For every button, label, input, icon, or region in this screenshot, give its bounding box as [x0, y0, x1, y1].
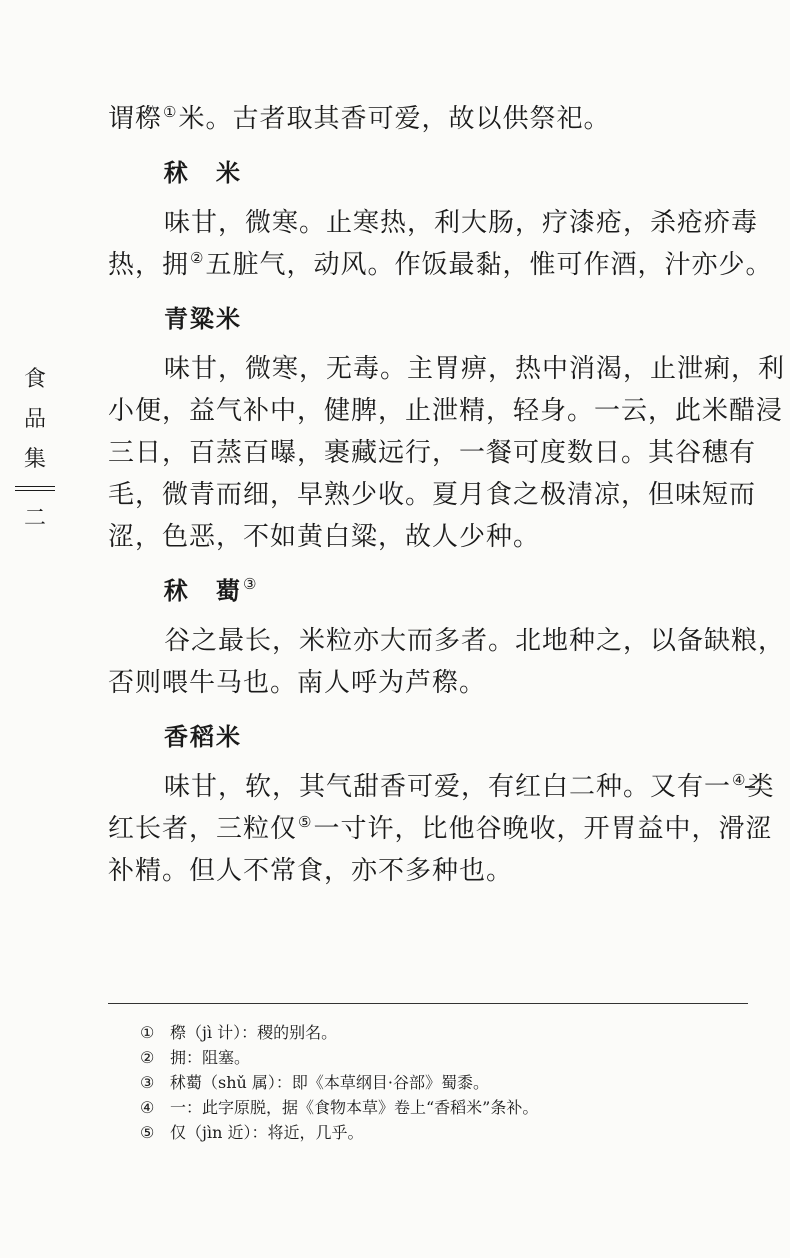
entry-paragraph — [108, 348, 786, 558]
footnote-ref[interactable]: ④ — [732, 771, 747, 789]
footnote-mark: ③ — [140, 1073, 155, 1092]
running-head-char: 食 — [23, 367, 46, 392]
footnote-ref[interactable]: ① — [163, 103, 178, 121]
running-head-char: 品 — [23, 407, 46, 432]
footnote-text: 穄（jì 计）：稷的别名。 — [170, 1023, 338, 1042]
text-line: 毛，微青而细，早熟少收。夏月食之极清凉，但味短而 — [108, 480, 757, 510]
footnote-item — [140, 1120, 760, 1145]
footnote-text: 秫薥（shǔ 属）：即《本草纲目·谷部》蜀黍。 — [170, 1073, 489, 1092]
text-line: 涩，色恶，不如黄白粱，故人少种。 — [108, 522, 541, 552]
text-line: 味甘，软，其气甜香可爱，有红白二种。又有一④类 — [164, 771, 775, 802]
text-line: 否则喂牛马也。南人呼为芦穄。 — [108, 668, 487, 698]
text-line: 味甘，微寒，无毒。主胃痹，热中消渴，止泄痢，利 — [164, 354, 786, 384]
footnote-item — [140, 1070, 760, 1095]
intro-paragraph — [108, 98, 758, 140]
footnote-mark: ⑤ — [140, 1123, 155, 1142]
entry-heading: 香稻米 — [164, 723, 242, 751]
running-head — [10, 360, 60, 539]
entry-paragraph — [108, 620, 786, 704]
footnote-ref[interactable]: ② — [190, 249, 205, 267]
body-text — [108, 98, 786, 892]
entry-paragraph — [108, 766, 775, 892]
footnote-ref[interactable]: ③ — [243, 575, 259, 593]
footnote-mark: ② — [140, 1048, 155, 1067]
text-line: 谓穄①米。古者取其香可爱，故以供祭祀。 — [108, 103, 611, 134]
running-head-double-rule — [15, 486, 55, 491]
footnote-item — [140, 1045, 760, 1070]
footnote-item — [140, 1095, 760, 1120]
text-line: 三日，百蒸百曝，裹藏远行，一餐可度数日。其谷穗有 — [108, 438, 757, 468]
text-line: 红长者，三粒仅⑤一寸许，比他谷晚收，开胃益中，滑涩 — [108, 813, 773, 844]
footnote-text: 拥：阻塞。 — [170, 1048, 251, 1067]
footnote-list — [140, 1020, 760, 1145]
entry-paragraph — [108, 202, 773, 286]
running-head-part-number: 二 — [23, 506, 46, 531]
entry-heading: 秫 米 — [164, 159, 242, 187]
entry-heading: 秫 薥③ — [164, 575, 259, 605]
footnote-text: 仅（jìn 近）：将近，几乎。 — [170, 1123, 364, 1142]
footnote-divider — [108, 1003, 748, 1004]
footnote-text: 一：此字原脱，据《食物本草》卷上“香稻米”条补。 — [170, 1098, 539, 1117]
footnote-mark: ① — [140, 1023, 155, 1042]
text-line: 补精。但人不常食，亦不多种也。 — [108, 856, 514, 886]
text-line: 谷之最长，米粒亦大而多者。北地种之，以备缺粮， — [164, 626, 786, 656]
text-line: 小便，益气补中，健脾，止泄精，轻身。一云，此米醋浸 — [108, 396, 784, 426]
footnote-item — [140, 1020, 760, 1045]
text-line: 味甘，微寒。止寒热，利大肠，疗漆疮，杀疮疥毒 — [164, 208, 759, 238]
running-head-char: 集 — [23, 447, 46, 472]
footnote-mark: ④ — [140, 1098, 155, 1117]
footnote-ref[interactable]: ⑤ — [298, 813, 313, 831]
entry-heading: 青粱米 — [164, 305, 242, 333]
text-line: 热，拥②五脏气，动风。作饭最黏，惟可作酒，汁亦少。 — [108, 249, 773, 280]
